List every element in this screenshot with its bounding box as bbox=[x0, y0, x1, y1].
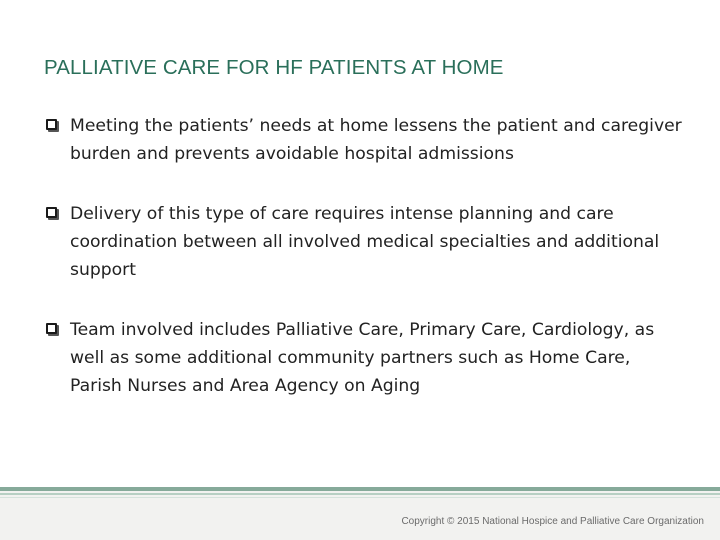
footer-stripe bbox=[0, 487, 720, 491]
checkbox-icon bbox=[46, 207, 57, 218]
bullet-text: Meeting the patients’ needs at home lessens the patient and caregiver burden and prevents avoidable hospital admissions bbox=[70, 116, 682, 164]
checkbox-icon bbox=[46, 323, 57, 334]
bullet-item bbox=[44, 112, 684, 168]
bullet-item bbox=[44, 316, 684, 400]
footer-stripe bbox=[0, 493, 720, 495]
bullet-text: Team involved includes Palliative Care, Primary Care, Cardiology, as well as some additional community partners such as Home Care, Parish Nurses and Area Agency on Aging bbox=[70, 320, 655, 396]
bullet-text: Delivery of this type of care requires intense planning and care coordination between all involved medical specialties and additional support bbox=[70, 204, 660, 280]
bullet-list bbox=[44, 112, 684, 400]
checkbox-icon bbox=[46, 119, 57, 130]
footer-stripe bbox=[0, 497, 720, 498]
slide-title: PALLIATIVE CARE FOR HF PATIENTS AT HOME bbox=[44, 56, 504, 79]
footer-bar bbox=[0, 487, 720, 540]
copyright-text: Copyright © 2015 National Hospice and Palliative Care Organization bbox=[401, 516, 704, 527]
bullet-item bbox=[44, 200, 684, 284]
